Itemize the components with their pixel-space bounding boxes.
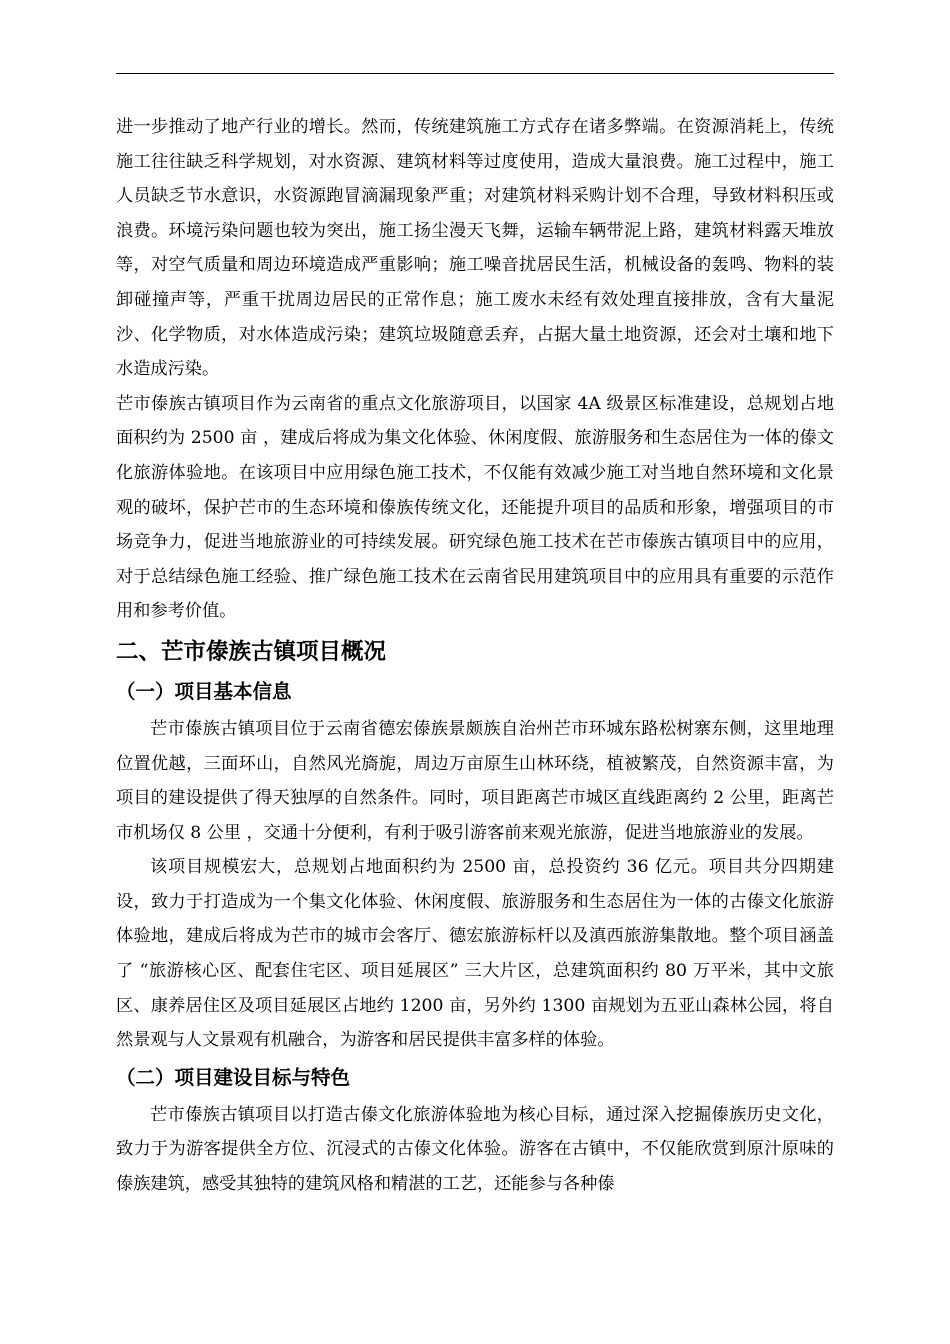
paragraph-basic-info-2: 该项目规模宏大，总规划占地面积约为 2500 亩，总投资约 36 亿元。项目共分四期建设，致力于打造成为一个集文化体验、休闲度假、旅游服务和生态居住为一体的古傣文化旅游体验地，建成后将成为芒市的城市会客厅、德宏旅游标杆以及滇西旅游集散地。整个项目涵盖了 “旅游核心区、配套住宅区、项目延展区” 三大片区，总建筑面积约 80 万平米，其中文旅区、康养居住区及项目延展区占地约 1200 亩，另外约 1300 亩规划为五亚山森林公园，将自然景观与人文景观有机融合，为游客和居民提供丰富多样的体验。 [116, 857, 834, 1051]
section-heading: 二、芒市傣族古镇项目概况 [116, 638, 387, 665]
page-content [116, 110, 834, 1202]
paragraph-intro-2: 芒市傣族古镇项目作为云南省的重点文化旅游项目，以国家 4A 级景区标准建设，总规划占地面积约为 2500 亩 ，建成后将成为集文化体验、休闲度假、旅游服务和生态居住为一体的傣文化旅游体验地。在该项目中应用绿色施工技术，不仅能有效减少施工对当地自然环境和文化景观的破坏，保护芒市的生态环境和傣族传统文化，还能提升项目的品质和形象，增强项目的市场竞争力，促进当地旅游业的可持续发展。研究绿色施工技术在芒市傣族古镇项目中的应用，对于总结绿色施工经验、推广绿色施工技术在云南省民用建筑项目中的应用具有重要的示范作用和参考价值。 [116, 393, 834, 622]
paragraph-goals-1: 芒市傣族古镇项目以打造古傣文化旅游体验地为核心目标，通过深入挖掘傣族历史文化，致力于为游客提供全方位、沉浸式的古傣文化体验。游客在古镇中，不仅能欣赏到原汁原味的傣族建筑，感受其独特的建筑风格和精湛的工艺，还能参与各种傣 [116, 1104, 834, 1195]
subsection-heading-1: （一）项目基本信息 [116, 679, 292, 703]
paragraph-basic-info-1: 芒市傣族古镇项目位于云南省德宏傣族景颇族自治州芒市环城东路松树寨东侧，这里地理位置优越，三面环山，自然风光旖旎，周边万亩原生山林环绕，植被繁茂，自然资源丰富，为项目的建设提供了得天独厚的自然条件。同时，项目距离芒市城区直线距离约 2 公里，距离芒市机场仅 8 公里 ，交通十分便利，有利于吸引游客前来观光旅游，促进当地旅游业的发展。 [116, 718, 834, 843]
header-rule [116, 73, 834, 74]
paragraph-intro-1: 进一步推动了地产行业的增长。然而，传统建筑施工方式存在诸多弊端。在资源消耗上，传统施工往往缺乏科学规划，对水资源、建筑材料等过度使用，造成大量浪费。施工过程中，施工人员缺乏节水意识，水资源跑冒滴漏现象严重；对建筑材料采购计划不合理，导致材料积压或浪费。环境污染问题也较为突出，施工扬尘漫天飞舞，运输车辆带泥上路，建筑材料露天堆放等，对空气质量和周边环境造成严重影响；施工噪音扰居民生活，机械设备的轰鸣、物料的装卸碰撞声等，严重干扰周边居民的正常作息；施工废水未经有效处理直接排放，含有大量泥沙、化学物质，对水体造成污染；建筑垃圾随意丢弃，占据大量土地资源，还会对土壤和地下水造成污染。 [116, 117, 834, 380]
subsection-heading-2: （二）项目建设目标与特色 [116, 1065, 351, 1089]
